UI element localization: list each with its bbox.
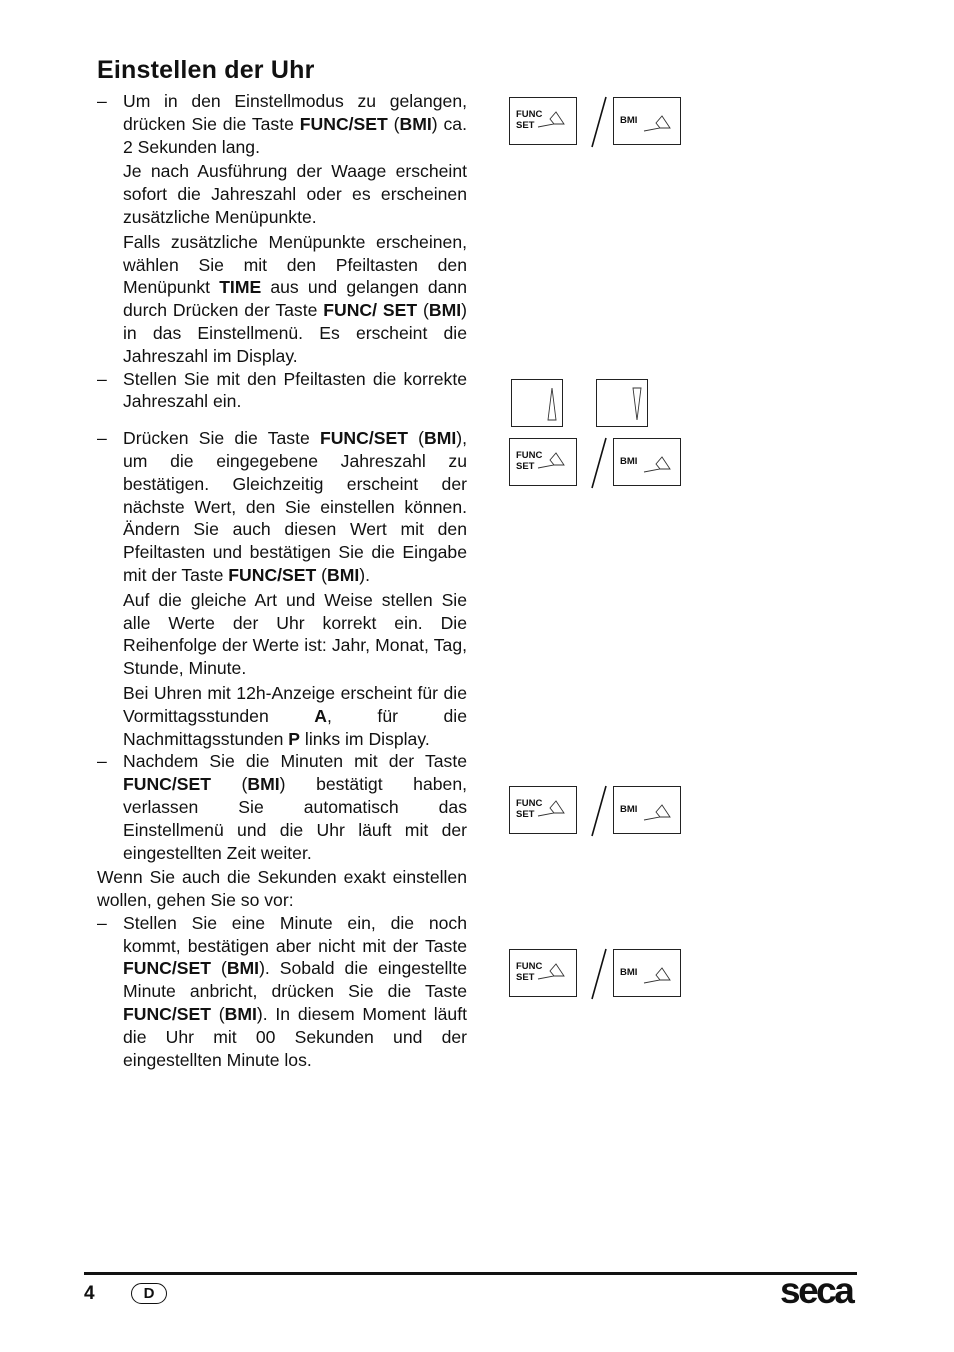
note-12h-display: Bei Uhren mit 12h-Anzeige erscheint für die Vormittagsstunden A, für die Nachmittagsstunden P links im Display. [123,682,467,749]
press-arrow-icon [614,950,682,998]
func-set-key-icon: FUNC SET [509,949,577,997]
bullet-dash: – [97,428,107,449]
bmi-key-icon: BMI [613,438,681,486]
step-confirm-minutes: – Nachdem Sie die Minuten mit der Taste FUNC/SET (BMI) bestätigt haben, verlassen Sie automatisch das Einstellmenü und die Uhr läuft mit der eingestellten Zeit weiter. [97,751,467,863]
func-set-key-icon: FUNC SET [509,438,577,486]
note-value-order: Auf die gleiche Art und Weise stellen Sie alle Werte der Uhr korrekt ein. Die Reihenfolge der Werte ist: Jahr, Monat, Tag, Stunde, Minute. [123,589,467,679]
or-slash-icon [589,947,609,1003]
bullet-dash: – [97,91,107,111]
intro-seconds: Wenn Sie auch die Sekunden exakt einstellen wollen, gehen Sie so vor: [97,867,467,911]
bmi-key-icon: BMI [613,949,681,997]
press-arrow-icon [614,787,682,835]
press-arrow-icon [614,439,682,487]
step-set-seconds: – Stellen Sie eine Minute ein, die noch kommt, bestätigen aber nicht mit der Taste FUNC/SET (BMI). Sobald die eingestellte Minute anbricht, drücken Sie die Taste FUNC/SET (BMI). In diesem Moment läuft die Uhr mit 00 Sekunden und der eingestellten Minute los. [97,912,468,1070]
func-set-or-bmi-keys [509,786,685,838]
press-arrow-icon [614,98,682,146]
arrow-down-key-icon [596,379,648,427]
func-set-or-bmi-keys [509,438,685,490]
or-slash-icon [589,95,609,151]
press-arrow-icon [510,787,578,835]
bullet-dash: – [97,912,107,933]
page-number: 4 [84,1283,95,1304]
bullet-dash: – [97,368,107,389]
bullet-dash: – [97,751,107,772]
arrow-up-key-icon [511,379,563,427]
step-enter-setting-mode: – Um in den Einstellmodus zu gelangen, drücken Sie die Taste FUNC/SET (BMI) ca. 2 Sekunden lang. [97,91,467,157]
instruction-column [97,90,467,1071]
arrow-down-icon [597,380,649,428]
arrow-keys [511,379,651,429]
page-title: Einstellen der Uhr [97,56,315,84]
brand-logo: seca [780,1270,853,1311]
press-arrow-icon [510,439,578,487]
bmi-key-icon: BMI [613,97,681,145]
or-slash-icon [589,436,609,492]
bmi-key-icon: BMI [613,786,681,834]
arrow-up-icon [512,380,564,428]
func-set-or-bmi-keys [509,949,685,1001]
footer-rule [84,1272,857,1275]
or-slash-icon [589,784,609,840]
press-arrow-icon [510,950,578,998]
step-set-year: – Stellen Sie mit den Pfeiltasten die korrekte Jahreszahl ein. [97,368,467,412]
func-set-key-icon: FUNC SET [509,786,577,834]
note-select-time-menu: Falls zusätzliche Menüpunkte erscheinen, wählen Sie mit den Pfeiltasten den Menüpunkt TIME aus und gelangen dann durch Drücken der Taste FUNC/ SET (BMI) in das Einstellmenü. Es erscheint die Jahreszahl im Display. [123,231,468,366]
press-arrow-icon [510,98,578,146]
language-badge: D [131,1283,167,1304]
step-confirm-year: – Drücken Sie die Taste FUNC/SET (BMI), um die eingegebene Jahreszahl zu bestätigen. Gleichzeitig erscheint der nächste Wert, den Sie einstellen können. Ändern Sie auch diesen Wert mit den Pfeiltasten und bestätigen Sie die Eingabe mit der Taste FUNC/SET (BMI). [97,428,467,585]
func-set-key-icon: FUNC SET [509,97,577,145]
note-year-or-menu: Je nach Ausführung der Waage erscheint sofort die Jahreszahl oder es erscheinen zusätzliche Menüpunkte. [123,161,467,227]
func-set-or-bmi-keys [509,97,685,149]
